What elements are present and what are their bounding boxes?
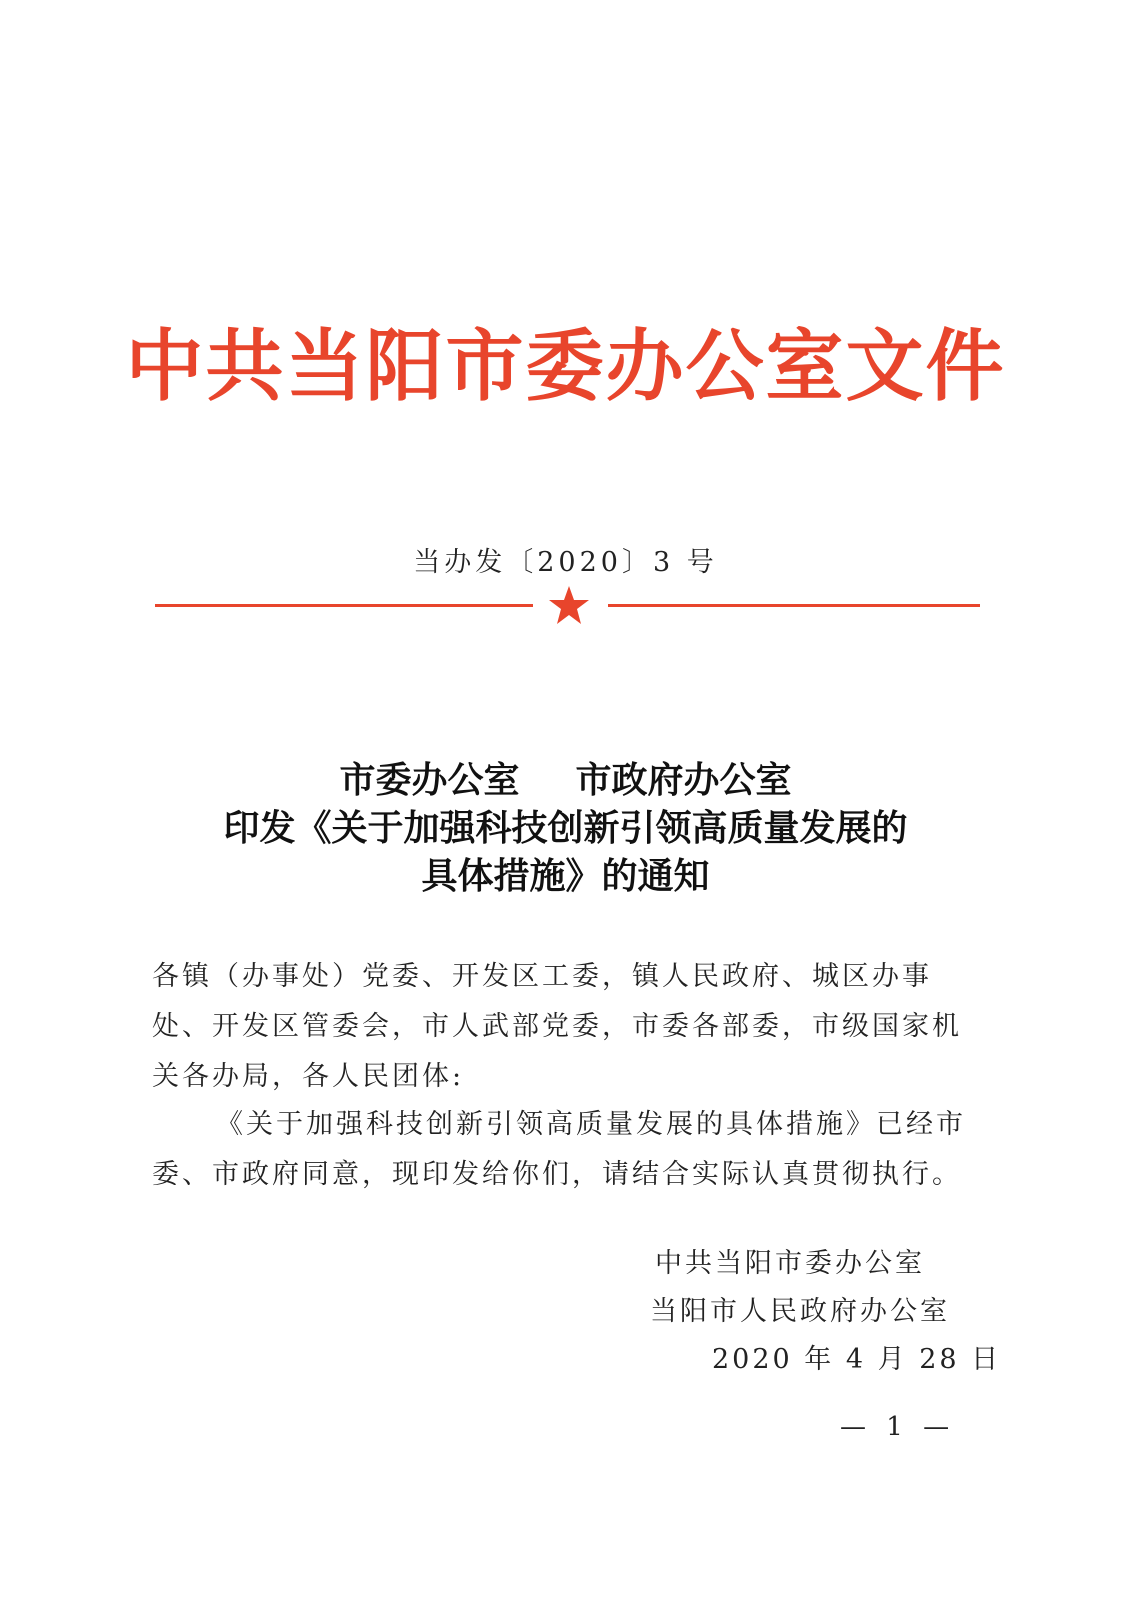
signature-org-2: 当阳市人民政府办公室	[650, 1296, 950, 1327]
document-number: 当办发〔2020〕3 号	[413, 547, 718, 578]
red-rule-left	[155, 604, 533, 607]
notice-title-line-3: 具体措施》的通知	[421, 855, 710, 897]
page-number: — 1 —	[840, 1412, 956, 1442]
body-paragraph: 《关于加强科技创新引领高质量发展的具体措施》已经市委、市政府同意，现印发给你们，请结合实际认真贯彻执行。	[152, 1109, 966, 1190]
masthead-title: 中共当阳市委办公室文件	[125, 321, 1006, 412]
salutation: 各镇（办事处）党委、开发区工委，镇人民政府、城区办事处、开发区管委会，市人武部党委，市委各部委，市级国家机关各办局，各人民团体:	[152, 961, 962, 1092]
red-rule-right	[608, 604, 980, 607]
title-issuer-2: 市政府办公室	[575, 759, 792, 801]
notice-title-line-2: 印发《关于加强科技创新引领高质量发展的	[223, 807, 908, 849]
notice-title-line-1	[0, 759, 1131, 801]
signature-date: 2020 年 4 月 28 日	[712, 1344, 1002, 1375]
title-issuer-1: 市委办公室	[339, 759, 520, 801]
star-icon	[548, 584, 590, 626]
signature-org-1: 中共当阳市委办公室	[655, 1248, 925, 1279]
